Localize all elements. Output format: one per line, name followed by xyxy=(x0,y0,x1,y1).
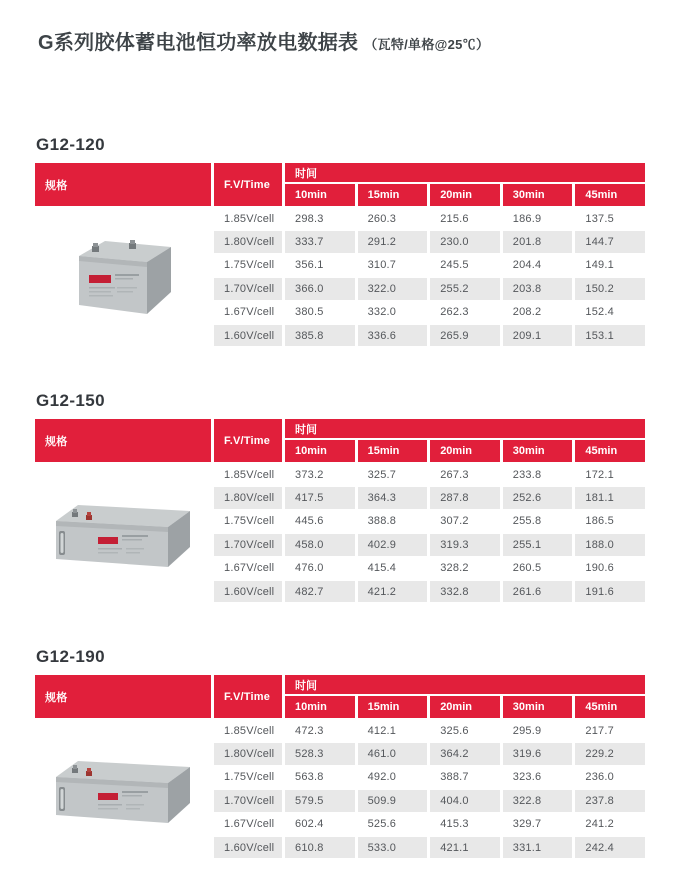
value-cell: 255.8 xyxy=(512,515,542,528)
value-cell: 421.2 xyxy=(358,581,428,602)
value-cell: 563.8 xyxy=(295,771,324,784)
value-cell: 137.5 xyxy=(585,212,614,225)
value-cell: 150.2 xyxy=(575,278,645,299)
fv-cell: 1.70V/cell xyxy=(214,790,282,811)
value-cell: 331.1 xyxy=(503,837,573,858)
value-cell: 262.3 xyxy=(440,306,469,319)
value-cell: 472.3 xyxy=(295,724,324,737)
value-cell: 260.3 xyxy=(367,212,397,225)
value-cell: 310.7 xyxy=(367,259,397,272)
time-col-header: 10min xyxy=(285,440,355,462)
value-cell: 295.9 xyxy=(512,724,542,737)
table-row xyxy=(35,790,645,811)
value-cell: 417.5 xyxy=(285,487,355,508)
page-title-unit: （瓦特/单格@25℃） xyxy=(364,37,490,52)
value-cell: 252.6 xyxy=(503,487,573,508)
value-cell: 356.1 xyxy=(295,259,324,272)
time-header-group xyxy=(285,163,645,206)
time-columns xyxy=(285,184,645,206)
spec-cell xyxy=(35,255,211,276)
value-cell: 215.6 xyxy=(440,212,469,225)
spec-cell xyxy=(35,278,211,299)
time-columns xyxy=(285,696,645,718)
value-cell: 461.0 xyxy=(358,743,428,764)
fv-cell: 1.85V/cell xyxy=(224,212,275,225)
spec-header: 规格 xyxy=(35,419,211,462)
value-cell: 144.7 xyxy=(575,231,645,252)
fv-cell: 1.67V/cell xyxy=(224,306,275,319)
discharge-table xyxy=(35,419,645,602)
table-row xyxy=(35,278,645,299)
page-title-main: G系列胶体蓄电池恒功率放电数据表 xyxy=(38,32,359,54)
time-col-header: 15min xyxy=(358,440,428,462)
value-cell: 260.5 xyxy=(512,562,542,575)
value-cell: 323.6 xyxy=(512,771,542,784)
value-cell: 233.8 xyxy=(512,468,542,481)
page-title xyxy=(38,26,489,55)
value-cell: 261.6 xyxy=(503,581,573,602)
value-cell: 336.6 xyxy=(358,325,428,346)
value-cell: 322.0 xyxy=(358,278,428,299)
value-cell: 153.1 xyxy=(575,325,645,346)
time-col-header: 45min xyxy=(575,184,645,206)
table-body xyxy=(35,720,645,858)
value-cell: 190.6 xyxy=(585,562,614,575)
value-cell: 209.1 xyxy=(503,325,573,346)
value-cell: 325.7 xyxy=(367,468,397,481)
value-cell: 325.6 xyxy=(440,724,469,737)
value-cell: 291.2 xyxy=(358,231,428,252)
value-cell: 204.4 xyxy=(512,259,542,272)
table-rows xyxy=(35,720,645,858)
value-cell: 241.2 xyxy=(585,818,614,831)
spec-cell xyxy=(35,743,211,764)
time-header-group xyxy=(285,675,645,718)
table-rows xyxy=(35,464,645,602)
spec-cell xyxy=(35,511,211,532)
time-col-header: 10min xyxy=(285,696,355,718)
time-header: 时间 xyxy=(285,163,645,182)
time-col-header: 20min xyxy=(430,184,500,206)
time-col-header: 20min xyxy=(430,696,500,718)
fv-cell: 1.80V/cell xyxy=(214,487,282,508)
time-header: 时间 xyxy=(285,675,645,694)
fv-cell: 1.60V/cell xyxy=(214,325,282,346)
fv-cell: 1.75V/cell xyxy=(224,259,275,272)
table-row xyxy=(35,767,645,788)
value-cell: 404.0 xyxy=(430,790,500,811)
fv-time-header: F.V/Time xyxy=(214,163,282,206)
discharge-table xyxy=(35,163,645,346)
spec-cell xyxy=(35,790,211,811)
table-row xyxy=(35,814,645,835)
fv-cell: 1.70V/cell xyxy=(214,534,282,555)
value-cell: 328.2 xyxy=(440,562,469,575)
time-col-header: 20min xyxy=(430,440,500,462)
value-cell: 329.7 xyxy=(512,818,542,831)
value-cell: 509.9 xyxy=(358,790,428,811)
battery-section xyxy=(35,391,645,602)
value-cell: 287.8 xyxy=(430,487,500,508)
value-cell: 229.2 xyxy=(575,743,645,764)
fv-cell: 1.70V/cell xyxy=(214,278,282,299)
table-body xyxy=(35,464,645,602)
spec-cell xyxy=(35,325,211,346)
value-cell: 230.0 xyxy=(430,231,500,252)
time-col-header: 45min xyxy=(575,440,645,462)
value-cell: 525.6 xyxy=(367,818,397,831)
spec-cell xyxy=(35,534,211,555)
table-row xyxy=(35,464,645,485)
value-cell: 476.0 xyxy=(295,562,324,575)
table-row xyxy=(35,837,645,858)
model-heading: G12-120 xyxy=(36,135,105,154)
value-cell: 415.4 xyxy=(367,562,397,575)
value-cell: 388.8 xyxy=(367,515,397,528)
value-cell: 322.8 xyxy=(503,790,573,811)
table-row xyxy=(35,720,645,741)
value-cell: 528.3 xyxy=(285,743,355,764)
time-columns xyxy=(285,440,645,462)
spec-header: 规格 xyxy=(35,675,211,718)
spec-cell xyxy=(35,814,211,835)
value-cell: 415.3 xyxy=(440,818,469,831)
value-cell: 237.8 xyxy=(575,790,645,811)
value-cell: 319.3 xyxy=(430,534,500,555)
time-col-header: 15min xyxy=(358,184,428,206)
value-cell: 242.4 xyxy=(575,837,645,858)
table-rows xyxy=(35,208,645,346)
discharge-table xyxy=(35,675,645,858)
value-cell: 364.2 xyxy=(430,743,500,764)
fv-cell: 1.80V/cell xyxy=(214,743,282,764)
value-cell: 373.2 xyxy=(295,468,324,481)
value-cell: 186.9 xyxy=(512,212,542,225)
value-cell: 191.6 xyxy=(575,581,645,602)
spec-cell xyxy=(35,464,211,485)
fv-cell: 1.75V/cell xyxy=(224,771,275,784)
value-cell: 602.4 xyxy=(295,818,324,831)
table-row xyxy=(35,231,645,252)
value-cell: 307.2 xyxy=(440,515,469,528)
value-cell: 188.0 xyxy=(575,534,645,555)
spec-cell xyxy=(35,208,211,229)
value-cell: 201.8 xyxy=(503,231,573,252)
value-cell: 385.8 xyxy=(285,325,355,346)
spec-header: 规格 xyxy=(35,163,211,206)
spec-cell xyxy=(35,231,211,252)
model-heading: G12-190 xyxy=(36,647,105,666)
spec-cell xyxy=(35,581,211,602)
time-col-header: 30min xyxy=(503,440,573,462)
value-cell: 319.6 xyxy=(503,743,573,764)
time-col-header: 10min xyxy=(285,184,355,206)
value-cell: 458.0 xyxy=(285,534,355,555)
fv-cell: 1.85V/cell xyxy=(224,724,275,737)
fv-time-header: F.V/Time xyxy=(214,419,282,462)
value-cell: 181.1 xyxy=(575,487,645,508)
value-cell: 366.0 xyxy=(285,278,355,299)
time-header: 时间 xyxy=(285,419,645,438)
table-row xyxy=(35,558,645,579)
table-row xyxy=(35,255,645,276)
fv-cell: 1.75V/cell xyxy=(224,515,275,528)
value-cell: 533.0 xyxy=(358,837,428,858)
table-row xyxy=(35,325,645,346)
value-cell: 332.8 xyxy=(430,581,500,602)
time-header-group xyxy=(285,419,645,462)
value-cell: 149.1 xyxy=(585,259,614,272)
value-cell: 255.2 xyxy=(430,278,500,299)
value-cell: 492.0 xyxy=(367,771,397,784)
value-cell: 265.9 xyxy=(430,325,500,346)
fv-cell: 1.80V/cell xyxy=(214,231,282,252)
table-row xyxy=(35,487,645,508)
spec-cell xyxy=(35,837,211,858)
model-heading: G12-150 xyxy=(36,391,105,410)
value-cell: 380.5 xyxy=(295,306,324,319)
spec-cell xyxy=(35,767,211,788)
value-cell: 482.7 xyxy=(285,581,355,602)
fv-cell: 1.60V/cell xyxy=(214,837,282,858)
table-row xyxy=(35,534,645,555)
value-cell: 579.5 xyxy=(285,790,355,811)
value-cell: 421.1 xyxy=(430,837,500,858)
fv-cell: 1.67V/cell xyxy=(224,818,275,831)
table-body xyxy=(35,208,645,346)
table-header-row xyxy=(35,163,645,206)
value-cell: 333.7 xyxy=(285,231,355,252)
spec-cell xyxy=(35,720,211,741)
value-cell: 445.6 xyxy=(295,515,324,528)
value-cell: 267.3 xyxy=(440,468,469,481)
value-cell: 203.8 xyxy=(503,278,573,299)
fv-cell: 1.85V/cell xyxy=(224,468,275,481)
fv-cell: 1.60V/cell xyxy=(214,581,282,602)
table-row xyxy=(35,511,645,532)
battery-section xyxy=(35,135,645,346)
table-row xyxy=(35,302,645,323)
value-cell: 208.2 xyxy=(512,306,542,319)
value-cell: 245.5 xyxy=(440,259,469,272)
value-cell: 172.1 xyxy=(585,468,614,481)
time-col-header: 45min xyxy=(575,696,645,718)
table-header-row xyxy=(35,675,645,718)
value-cell: 298.3 xyxy=(295,212,324,225)
table-header-row xyxy=(35,419,645,462)
value-cell: 217.7 xyxy=(585,724,614,737)
spec-cell xyxy=(35,302,211,323)
value-cell: 388.7 xyxy=(440,771,469,784)
value-cell: 364.3 xyxy=(358,487,428,508)
spec-cell xyxy=(35,487,211,508)
value-cell: 610.8 xyxy=(285,837,355,858)
value-cell: 186.5 xyxy=(585,515,614,528)
spec-cell xyxy=(35,558,211,579)
value-cell: 152.4 xyxy=(585,306,614,319)
table-row xyxy=(35,208,645,229)
value-cell: 332.0 xyxy=(367,306,397,319)
table-row xyxy=(35,581,645,602)
time-col-header: 30min xyxy=(503,184,573,206)
fv-time-header: F.V/Time xyxy=(214,675,282,718)
value-cell: 402.9 xyxy=(358,534,428,555)
value-cell: 255.1 xyxy=(503,534,573,555)
battery-section xyxy=(35,647,645,858)
value-cell: 236.0 xyxy=(585,771,614,784)
table-row xyxy=(35,743,645,764)
time-col-header: 30min xyxy=(503,696,573,718)
time-col-header: 15min xyxy=(358,696,428,718)
value-cell: 412.1 xyxy=(367,724,397,737)
fv-cell: 1.67V/cell xyxy=(224,562,275,575)
